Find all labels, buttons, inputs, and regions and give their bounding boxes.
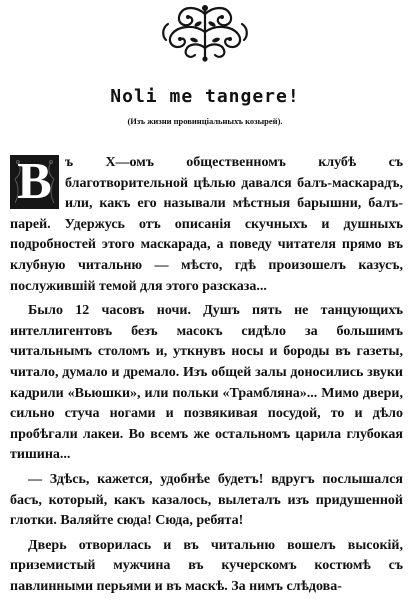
paragraph-4: Дверь отворилась и въ читальню вошелъ высокій, приземистый мужчина въ кучерскомъ костюмѣ съ павлинными перьями и въ маскѣ. За нимъ слѣдова-	[10, 537, 403, 594]
page-subtitle: (Изъ жизни провинціальныхъ козырей).	[127, 116, 283, 126]
drop-cap	[10, 155, 59, 209]
floral-vignette-icon	[158, 4, 252, 62]
paragraph-1-text: ъ X—омъ общественномъ клубѣ съ благотворительной цѣлью давался балъ-маскарадъ, или, какъ его называли мѣстныя барышни, балъ-парей. Удержусь отъ описанія скучныхъ и душныхъ подробностей этого маскарада, а поведу читателя прямо въ клубную читальню — мѣсто, гдѣ произошелъ казусъ, послужившій темой для этого разсказа...	[10, 155, 403, 294]
page-title: Noli me tangere!	[110, 86, 300, 107]
article-body	[10, 140, 403, 601]
paragraph-2: Было 12 часовъ ночи. Душъ пять не танцующихъ интеллигентовъ безъ масокъ сидѣло за большимъ читальнымъ столомъ и, уткнувъ носы и бороды въ газеты, читало, думало и дремало. Изъ общей залы доносились звуки кадрили «Вьюшки», или польки «Трамбляна»... Мимо двери, сильно стуча ногами и позвякивая посудой, то и дѣло пробѣгали лакеи. Во всемъ же остальномъ царила глубокая тишина...	[10, 303, 403, 463]
paragraph-1	[10, 153, 403, 297]
paragraph-3: — Здѣсь, кажется, удобнѣе будетъ! вдругъ послышался басъ, который, какъ казалось, вылеталъ изъ придушенной глотки. Валяйте сюда! Сюда, ребята!	[10, 471, 403, 529]
drop-cap-letter: В	[17, 153, 52, 210]
